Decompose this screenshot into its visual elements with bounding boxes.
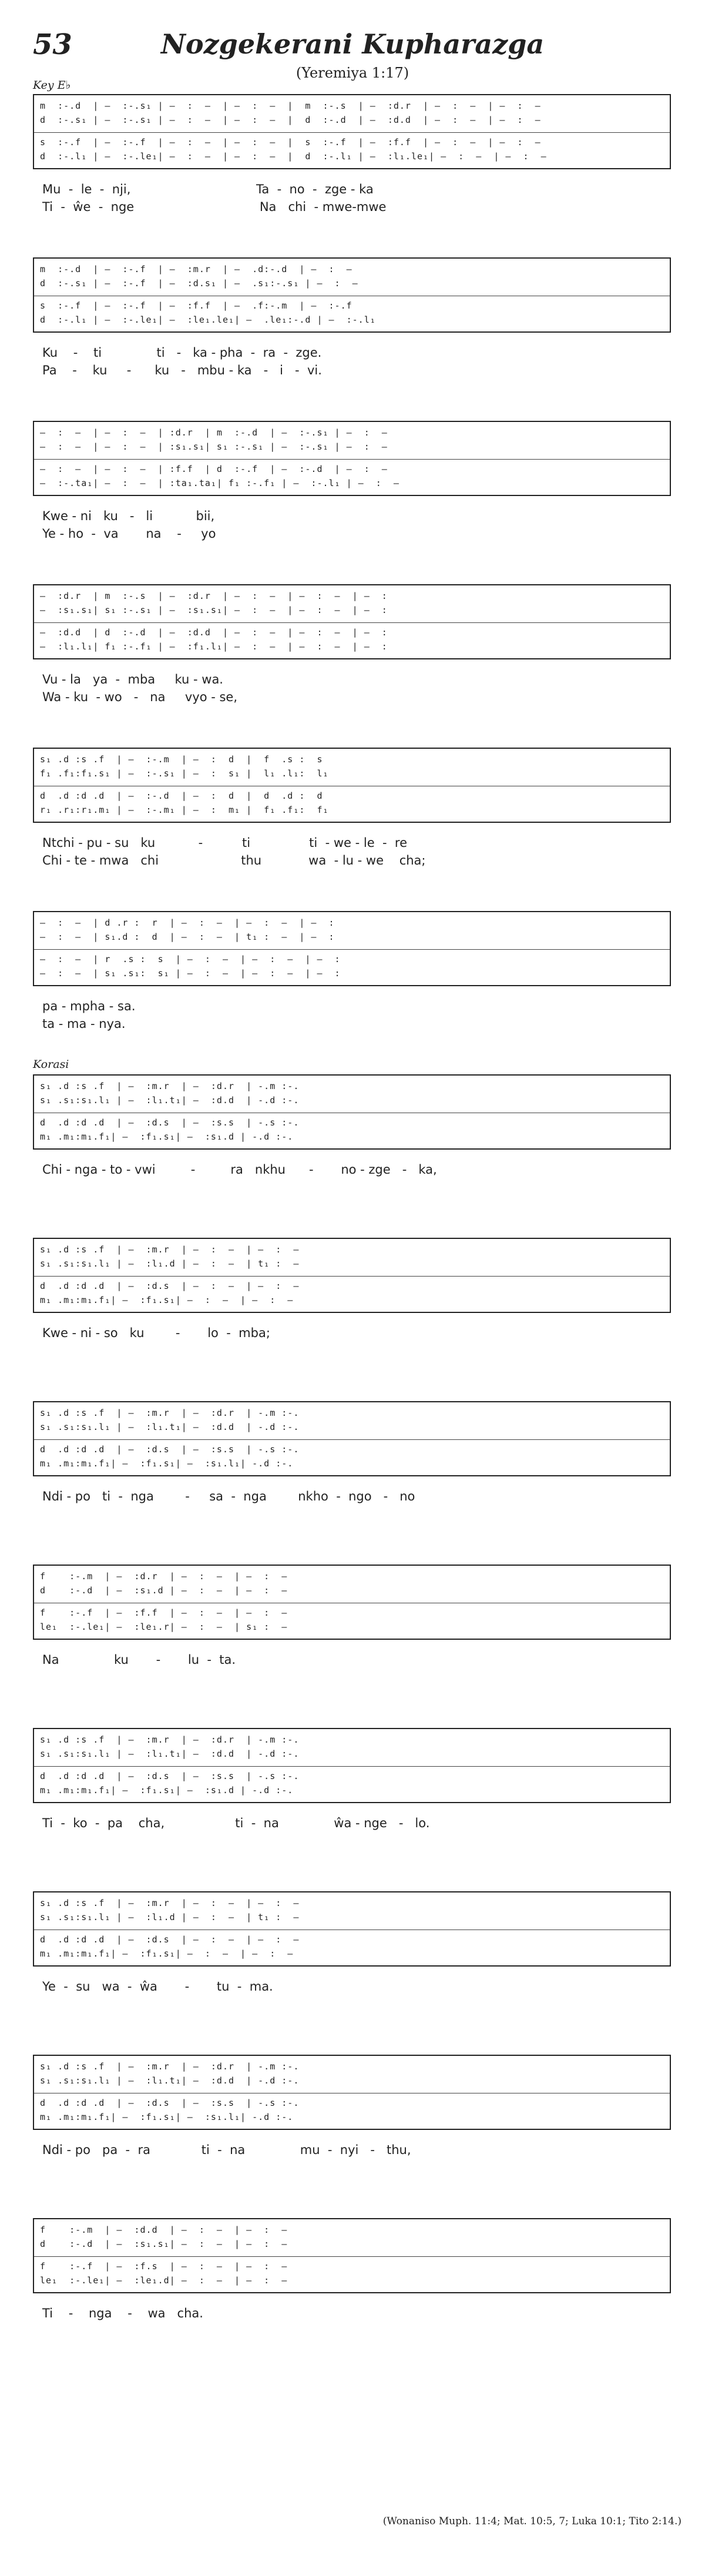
key-label: Key E♭ — [33, 79, 71, 92]
solfa-line: d :-.d | — :s₁.s₁| — : — | — : — — [40, 2239, 288, 2249]
solfa-line: f :-.f | — :f.s | — : — | — : — — [40, 2261, 288, 2272]
lyric-line: Wa - ku - wo - na vyo - se, — [42, 690, 238, 704]
music-system — [33, 584, 671, 659]
solfa-line: — :d.r | m :-.s | — :d.r | — : — | — : — | — : — [40, 591, 388, 601]
solfa-line: — : — | d .r : r | — : — | — : — | — : — [40, 917, 335, 928]
solfa-line: — : — | r .s : s | — : — | — : — | — : — [40, 954, 341, 964]
lyric-line: ta - ma - nya. — [42, 1017, 126, 1031]
solfa-line: d .d :d .d | — :d.s | — :s.s | -.s :-. — [40, 1444, 300, 1455]
stave-divider — [34, 132, 670, 133]
solfa-line: m₁ .m₁:m₁.f₁| — :f₁.s₁| — :s₁.l₁| -.d :-. — [40, 1458, 294, 1469]
lyric-line: Vu - la ya - mba ku - wa. — [42, 672, 223, 686]
solfa-line: s₁ .s₁:s₁.l₁ | — :l₁.d | — : — | t₁ : — — [40, 1258, 300, 1269]
solfa-line: — :-.ta₁| — : — | :ta₁.ta₁| f₁ :-.f₁ | — :-.l₁ | — : — — [40, 478, 400, 488]
solfa-line: d .d :d .d | — :d.s | — : — | — : — — [40, 1934, 300, 1945]
solfa-line: s :-.f | — :-.f | — :f.f | — .f:-.m | — :-.f — [40, 300, 352, 311]
solfa-line: m₁ .m₁:m₁.f₁| — :f₁.s₁| — : — | — : — — [40, 1948, 294, 1959]
solfa-line: — :s₁.s₁| s₁ :-.s₁ | — :s₁.s₁| — : — | — : — | — : — [40, 605, 388, 615]
hymn-subtitle: (Yeremiya 1:17) — [296, 65, 409, 81]
solfa-line: s₁ .d :s .f | — :-.m | — : d | f .s : s — [40, 754, 323, 765]
solfa-line: f :-.m | — :d.d | — : — | — : — — [40, 2225, 288, 2235]
music-system — [33, 1238, 671, 1313]
solfa-line: — : — | — : — | :s₁.s₁| s₁ :-.s₁ | — :-.s₁ | — : — — [40, 441, 388, 452]
solfa-line: s₁ .s₁:s₁.l₁ | — :l₁.t₁| — :d.d | -.d :-. — [40, 1095, 300, 1106]
music-system — [33, 2218, 671, 2293]
solfa-line: f :-.f | — :f.f | — : — | — : — — [40, 1607, 288, 1618]
solfa-line: le₁ :-.le₁| — :le₁.d| — : — | — : — — [40, 2275, 288, 2286]
solfa-line: d .d :d .d | — :-.d | — : d | d .d : d — [40, 790, 323, 801]
solfa-line: d .d :d .d | — :d.s | — : — | — : — — [40, 1281, 300, 1291]
solfa-line: s₁ .d :s .f | — :m.r | — :d.r | -.m :-. — [40, 1734, 300, 1745]
solfa-line: s₁ .d :s .f | — :m.r | — : — | — : — — [40, 1244, 300, 1255]
solfa-line: — : — | s₁.d : d | — : — | t₁ : — | — : — [40, 932, 335, 942]
solfa-line: — :l₁.l₁| f₁ :-.f₁ | — :f₁.l₁| — : — | — : — | — : — [40, 641, 388, 652]
solfa-line: s₁ .d :s .f | — :m.r | — :d.r | -.m :-. — [40, 1081, 300, 1091]
lyric-line: Ye - su wa - ŵa - tu - ma. — [42, 1979, 273, 1994]
solfa-line: s₁ .s₁:s₁.l₁ | — :l₁.t₁| — :d.d | -.d :-. — [40, 1748, 300, 1759]
solfa-line: — : — | s₁ .s₁: s₁ | — : — | — : — | — : — [40, 968, 341, 979]
solfa-line: — : — | — : — | :d.r | m :-.d | — :-.s₁ | — : — — [40, 427, 388, 438]
solfa-line: d :-.l₁ | — :-.le₁| — :le₁.le₁| — .le₁:-.d | — :-.l₁ — [40, 314, 376, 325]
lyric-line: Kwe - ni - so ku - lo - mba; — [42, 1326, 270, 1340]
lyric-line: Ti - nga - wa cha. — [42, 2306, 203, 2320]
solfa-line: d :-.l₁ | — :-.le₁| — : — | — : — | d :-.l₁ | — :l₁.le₁| — : — | — : — — [40, 151, 547, 162]
lyric-line: Ndi - po pa - ra ti - na mu - nyi - thu, — [42, 2143, 411, 2157]
solfa-line: m :-.d | — :-.f | — :m.r | — .d:-.d | — : — — [40, 264, 352, 274]
music-system — [33, 1565, 671, 1640]
solfa-line: s₁ .s₁:s₁.l₁ | — :l₁.t₁| — :d.d | -.d :-. — [40, 2075, 300, 2086]
solfa-line: s₁ .d :s .f | — :m.r | — :d.r | -.m :-. — [40, 2061, 300, 2072]
stave-divider — [34, 1766, 670, 1767]
music-system — [33, 94, 671, 169]
solfa-line: f :-.m | — :d.r | — : — | — : — — [40, 1571, 288, 1582]
solfa-line: le₁ :-.le₁| — :le₁.r| — : — | s₁ : — — [40, 1622, 288, 1632]
lyric-line: Na ku - lu - ta. — [42, 1653, 236, 1667]
music-system — [33, 748, 671, 823]
solfa-line: s₁ .d :s .f | — :m.r | — :d.r | -.m :-. — [40, 1408, 300, 1418]
lyric-line: Mu - le - nji, Ta - no - zge - ka — [42, 182, 374, 196]
music-system — [33, 421, 671, 496]
lyric-line: Ku - ti ti - ka - pha - ra - zge. — [42, 346, 322, 360]
stave-divider — [34, 949, 670, 950]
solfa-line: m₁ .m₁:m₁.f₁| — :f₁.s₁| — :s₁.d | -.d :-. — [40, 1785, 294, 1796]
solfa-line: m₁ .m₁:m₁.f₁| — :f₁.s₁| — : — | — : — — [40, 1295, 294, 1305]
hymn-title: Nozgekerani Kupharazga — [160, 28, 545, 60]
solfa-line: d :-.s₁ | — :-.f | — :d.s₁ | — .s₁:-.s₁ | — : — — [40, 278, 358, 289]
scripture-reference: (Wonaniso Muph. 11:4; Mat. 10:5, 7; Luka 10:1; Tito 2:14.) — [382, 2515, 682, 2527]
music-system — [33, 911, 671, 986]
music-system — [33, 1401, 671, 1476]
lyric-line: Ti - ŵe - nge Na chi - mwe-mwe — [42, 200, 387, 214]
stave-divider — [34, 2256, 670, 2257]
hymn-number: 53 — [33, 28, 72, 61]
lyric-line: Ti - ko - pa cha, ti - na ŵa - nge - lo. — [42, 1816, 430, 1830]
music-system — [33, 1728, 671, 1803]
solfa-line: m₁ .m₁:m₁.f₁| — :f₁.s₁| — :s₁.d | -.d :-. — [40, 1131, 294, 1142]
stave-divider — [34, 1439, 670, 1440]
solfa-line: d .d :d .d | — :d.s | — :s.s | -.s :-. — [40, 1771, 300, 1781]
solfa-line: d :-.d | — :s₁.d | — : — | — : — — [40, 1585, 288, 1596]
lyric-line: pa - mpha - sa. — [42, 999, 136, 1013]
music-system — [33, 1074, 671, 1150]
lyric-line: Ye - ho - va na - yo — [42, 527, 216, 541]
solfa-line: s₁ .d :s .f | — :m.r | — : — | — : — — [40, 1898, 300, 1908]
music-system — [33, 2055, 671, 2130]
lyric-line: Pa - ku - ku - mbu - ka - i - vi. — [42, 363, 322, 377]
solfa-line: r₁ .r₁:r₁.m₁ | — :-.m₁ | — : m₁ | f₁ .f₁: f₁ — [40, 805, 329, 815]
solfa-line: s :-.f | — :-.f | — : — | — : — | s :-.f | — :f.f | — : — | — : — — [40, 137, 541, 148]
solfa-line: m₁ .m₁:m₁.f₁| — :f₁.s₁| — :s₁.l₁| -.d :-. — [40, 2112, 294, 2122]
solfa-line: — :d.d | d :-.d | — :d.d | — : — | — : — | — : — [40, 627, 388, 638]
lyric-line: Kwe - ni ku - li bii, — [42, 509, 215, 523]
solfa-line: f₁ .f₁:f₁.s₁ | — :-.s₁ | — : s₁ | l₁ .l₁: l₁ — [40, 768, 329, 779]
solfa-line: m :-.d | — :-.s₁ | — : — | — : — | m :-.s | — :d.r | — : — | — : — — [40, 101, 541, 111]
music-system — [33, 257, 671, 333]
stave-divider — [34, 459, 670, 460]
lyric-line: Ntchi - pu - su ku - ti ti - we - le - re — [42, 836, 408, 850]
stave-divider — [34, 1276, 670, 1277]
lyric-line: Chi - nga - to - vwi - ra nkhu - no - zge - ka, — [42, 1163, 437, 1177]
music-system — [33, 1891, 671, 1967]
lyric-line: Chi - te - mwa chi thu wa - lu - we cha; — [42, 853, 426, 867]
solfa-line: — : — | — : — | :f.f | d :-.f | — :-.d | — : — — [40, 464, 388, 474]
stave-divider — [34, 622, 670, 623]
solfa-line: s₁ .s₁:s₁.l₁ | — :l₁.d | — : — | t₁ : — — [40, 1912, 300, 1922]
solfa-line: d .d :d .d | — :d.s | — :s.s | -.s :-. — [40, 1117, 300, 1128]
solfa-line: d :-.s₁ | — :-.s₁ | — : — | — : — | d :-.d | — :d.d | — : — | — : — — [40, 115, 541, 125]
korasi-label: Korasi — [33, 1058, 69, 1071]
solfa-line: d .d :d .d | — :d.s | — :s.s | -.s :-. — [40, 2098, 300, 2108]
solfa-line: s₁ .s₁:s₁.l₁ | — :l₁.t₁| — :d.d | -.d :-. — [40, 1422, 300, 1432]
lyric-line: Ndi - po ti - nga - sa - nga nkho - ngo - no — [42, 1489, 415, 1503]
